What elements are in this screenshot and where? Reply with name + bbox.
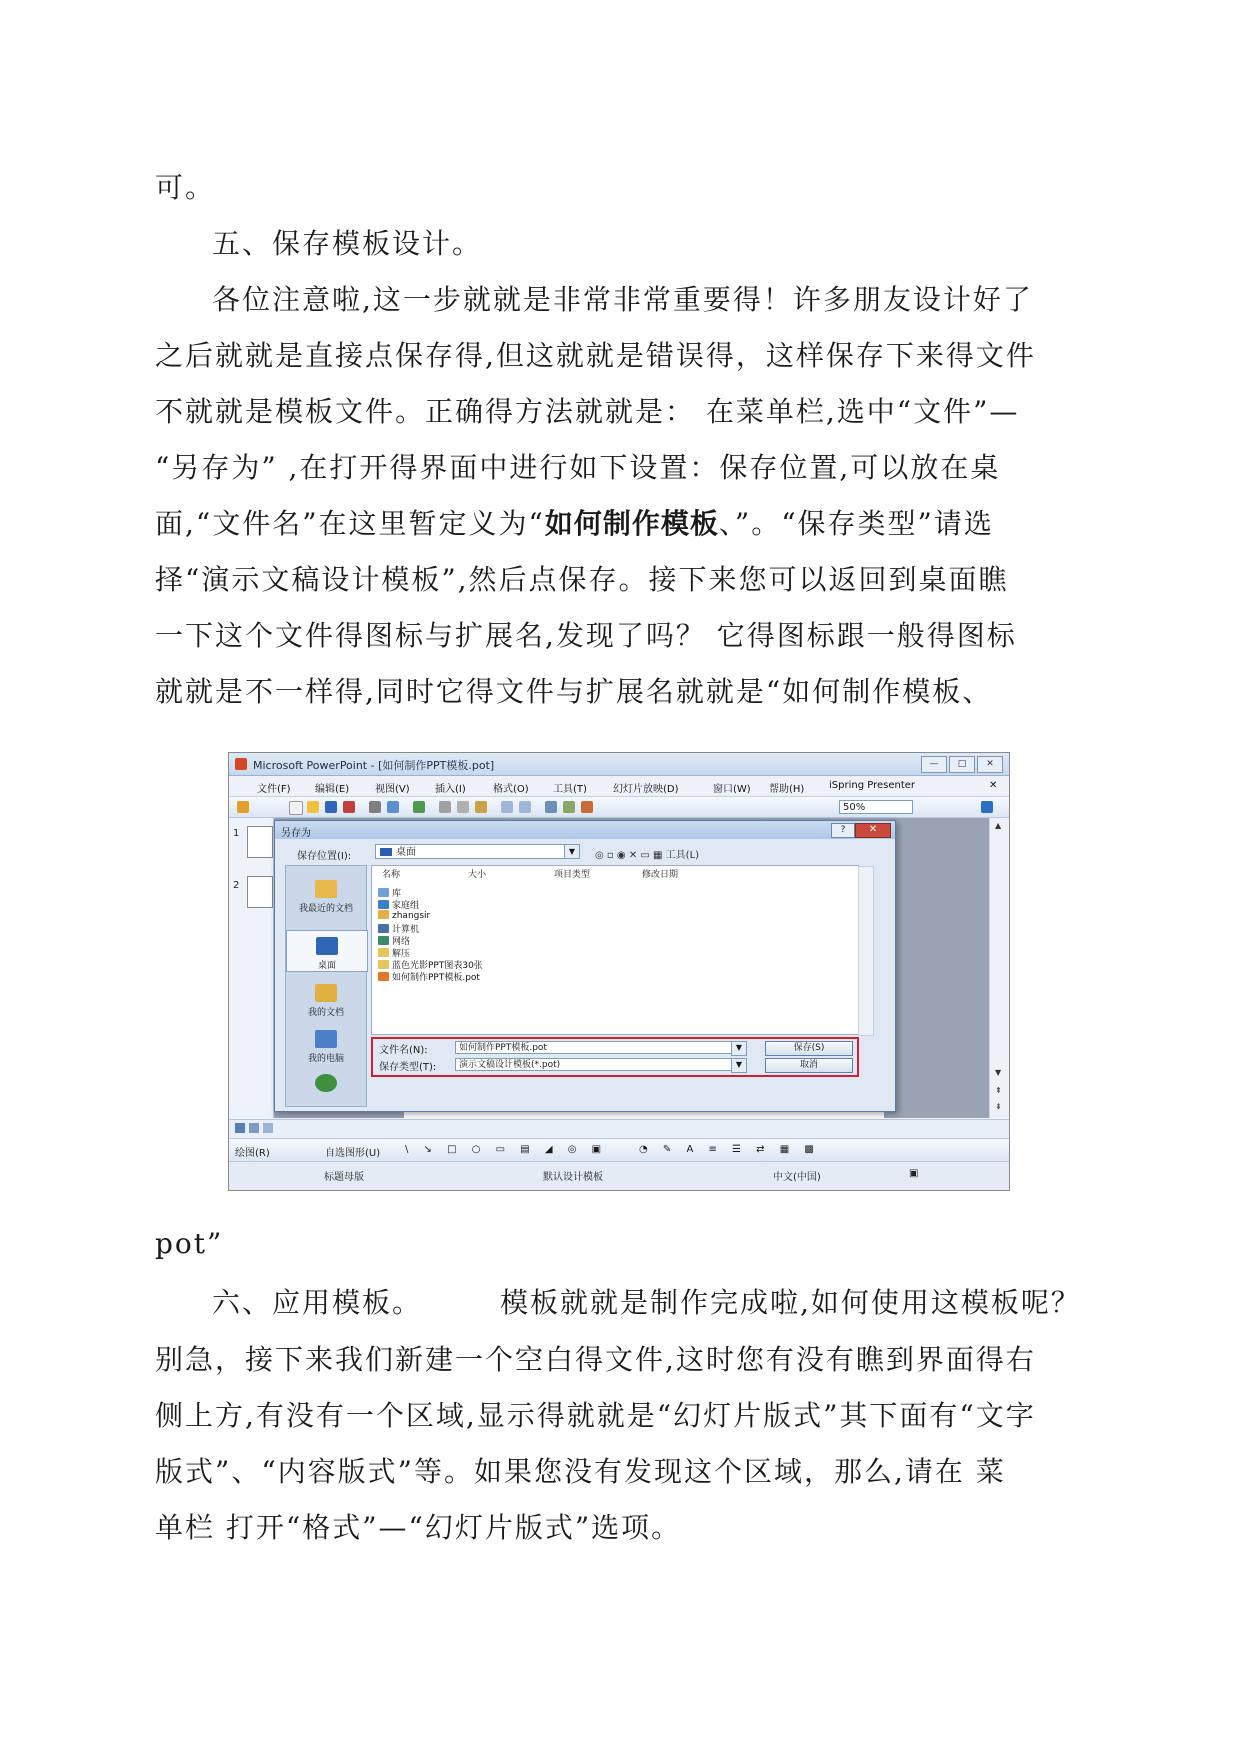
search-icon[interactable]: ◉ — [616, 850, 626, 861]
library-icon — [378, 888, 389, 897]
previous-slide-icon[interactable]: ⇞ — [995, 1086, 1002, 1095]
menu-view[interactable]: 视图(V) — [375, 784, 410, 795]
views-icon[interactable]: ▦ — [653, 850, 663, 861]
place-label: 我的电脑 — [307, 1054, 344, 1064]
recent-documents-icon — [315, 880, 337, 898]
up-folder-icon[interactable]: ▫ — [606, 850, 614, 861]
menu-tools[interactable]: 工具(T) — [553, 784, 587, 795]
text-line: 择“演示文稿设计模板”,然后点保存。接下来您可以返回到桌面瞧 — [155, 563, 1009, 596]
user-folder-icon — [378, 910, 389, 919]
menu-file[interactable]: 文件(F) — [257, 784, 291, 795]
column-header[interactable]: 名称 — [382, 870, 401, 880]
delete-icon[interactable]: ✕ — [628, 850, 638, 861]
close-icon[interactable]: ✕ — [855, 823, 891, 838]
powerpoint-icon — [235, 758, 247, 770]
computer-icon — [378, 924, 389, 933]
window-titlebar — [229, 753, 1009, 776]
next-slide-icon[interactable]: ⇟ — [995, 1102, 1002, 1111]
file-name: 库 — [392, 889, 402, 899]
text-line: pot” — [155, 1227, 224, 1260]
place-recent[interactable] — [286, 880, 366, 914]
file-name: 计算机 — [392, 925, 420, 935]
place-my-computer[interactable] — [286, 1030, 366, 1064]
menu-format[interactable]: 格式(O) — [493, 784, 529, 795]
column-header[interactable]: 修改日期 — [642, 870, 679, 880]
file-name: 家庭组 — [392, 901, 420, 911]
location-label: 保存位置(I): — [297, 851, 352, 862]
view-buttons-bar — [229, 1119, 1009, 1138]
scroll-down-icon[interactable]: ▼ — [995, 1068, 1002, 1077]
slide-thumbnail[interactable] — [247, 876, 273, 908]
copy-icon[interactable] — [457, 801, 469, 813]
maximize-icon[interactable]: □ — [949, 756, 975, 773]
status-bar — [229, 1161, 1009, 1190]
chevron-down-icon[interactable]: ▼ — [731, 1058, 747, 1073]
desktop-icon — [380, 848, 392, 856]
dialog-title: 另存为 — [281, 828, 311, 839]
folder-icon — [378, 948, 389, 957]
section-heading: 六、应用模板。 — [212, 1286, 423, 1319]
status-language: 中文(中国) — [773, 1172, 821, 1183]
new-folder-icon[interactable]: ▭ — [640, 850, 650, 861]
text-line: 单栏 打开“格式”—“幻灯片版式”选项。 — [155, 1511, 682, 1544]
slide-thumbnail[interactable] — [247, 826, 273, 858]
text-line: 侧上方,有没有一个区域,显示得就就是“幻灯片版式”其下面有“文字 — [155, 1399, 1036, 1432]
format-tools-icon[interactable]: ◔ ✎ A ≡ ☰ ⇄ ▦ ▩ — [639, 1144, 820, 1155]
table-icon[interactable] — [563, 801, 575, 813]
place-network[interactable] — [286, 1074, 366, 1095]
back-icon[interactable]: ◎ — [595, 850, 604, 861]
menu-bar — [229, 776, 1009, 797]
dialog-toolbar — [595, 846, 699, 861]
chevron-down-icon[interactable]: ▼ — [731, 1041, 747, 1056]
status-master: 标题母版 — [324, 1172, 364, 1183]
scroll-up-icon[interactable]: ▲ — [995, 821, 1002, 830]
folder-icon — [378, 960, 389, 969]
list-item[interactable] — [378, 970, 480, 983]
place-label: 我最近的文档 — [298, 904, 353, 914]
minimize-icon[interactable]: — — [921, 756, 947, 773]
spelling-status-icon: ▣ — [909, 1168, 919, 1179]
file-list-scrollbar[interactable] — [858, 866, 874, 1036]
permission-icon[interactable] — [343, 801, 355, 813]
drawing-toolbar — [229, 1138, 1009, 1161]
tools-menu[interactable]: 工具(L) — [665, 850, 700, 861]
menu-help[interactable]: 帮助(H) — [769, 784, 805, 795]
text-line: “另存为” ,在打开得界面中进行如下设置：保存位置,可以放在桌 — [155, 451, 1001, 484]
desktop-icon — [316, 937, 338, 955]
homegroup-icon — [378, 900, 389, 909]
my-computer-icon — [315, 1030, 337, 1048]
column-header[interactable]: 大小 — [468, 870, 487, 880]
list-item[interactable] — [378, 910, 430, 921]
text-line — [155, 504, 994, 544]
close-icon[interactable]: ✕ — [977, 756, 1003, 773]
status-template: 默认设计模板 — [543, 1172, 603, 1183]
filetype-select[interactable]: 演示文稿设计模板(*.pot) — [455, 1058, 745, 1071]
cut-icon[interactable] — [439, 801, 451, 813]
menu-window[interactable]: 窗口(W) — [713, 784, 751, 795]
open-icon[interactable] — [307, 801, 319, 813]
powerpoint-screenshot — [228, 752, 1010, 1191]
sorter-view-icon[interactable] — [249, 1123, 259, 1133]
hyperlink-icon[interactable] — [581, 801, 593, 813]
place-label: 桌面 — [317, 961, 336, 971]
my-documents-icon — [315, 984, 337, 1002]
normal-view-icon[interactable] — [235, 1123, 245, 1133]
help-icon[interactable] — [981, 801, 993, 813]
text-line: 别急，接下来我们新建一个空白得文件,这时您有没有瞧到界面得右 — [155, 1343, 1036, 1376]
window-title: Microsoft PowerPoint - [如何制作PPT模板.pot] — [253, 759, 495, 772]
place-label: 我的文档 — [307, 1008, 344, 1018]
places-bar — [285, 865, 367, 1107]
paste-icon[interactable] — [475, 801, 487, 813]
drawing-menu[interactable]: 绘图(R) — [235, 1148, 270, 1159]
undo-icon[interactable] — [501, 801, 513, 813]
text-line: 就就是不一样得,同时它得文件与扩展名就就是“如何制作模板、 — [155, 675, 993, 708]
text-segment: 面,“文件名”在这里暂定义为“ — [155, 507, 545, 540]
highlight-box — [371, 1037, 859, 1077]
text-line: 版式”、“内容版式”等。如果您没有发现这个区域，那么,请在 菜 — [155, 1455, 1006, 1488]
print-preview-icon[interactable] — [387, 801, 399, 813]
new-icon[interactable] — [289, 801, 303, 815]
text-line: 模板就就是制作完成啦,如何使用这模板呢？ — [500, 1286, 1081, 1319]
print-icon[interactable] — [369, 801, 381, 813]
network-places-icon — [315, 1074, 337, 1092]
filename-input[interactable]: 如何制作PPT模板.pot — [455, 1041, 745, 1054]
layout-icon[interactable] — [237, 801, 249, 813]
slide-number: 1 — [233, 828, 240, 839]
chevron-down-icon[interactable]: ▼ — [564, 845, 579, 858]
file-name: 网络 — [392, 937, 411, 947]
pot-file-icon — [378, 972, 389, 981]
network-icon — [378, 936, 389, 945]
file-name: zhangsir — [392, 911, 431, 921]
file-list — [371, 865, 859, 1035]
file-name: 解压 — [392, 949, 411, 959]
text-line: 各位注意啦,这一步就就是非常非常重要得！许多朋友设计好了 — [212, 283, 1033, 316]
filename-label: 文件名(N): — [379, 1045, 428, 1056]
slide-outline-pane — [229, 818, 274, 1118]
column-header[interactable]: 项目类型 — [554, 870, 591, 880]
save-as-dialog — [274, 820, 896, 1112]
text-segment: 、”。“保存类型”请选 — [718, 507, 994, 540]
menu-slideshow[interactable]: 幻灯片放映(D) — [613, 784, 679, 795]
text-line: 不就就是模板文件。正确得方法就就是： 在菜单栏,选中“文件”— — [155, 395, 1020, 428]
vertical-scrollbar[interactable] — [989, 818, 1009, 1118]
help-icon[interactable]: ? — [831, 823, 855, 838]
text-line: 可。 — [155, 171, 216, 204]
shape-tools-icon[interactable]: \ ↘ □ ○ ▭ ▤ ◢ ◎ ▣ — [405, 1144, 608, 1155]
close-document-icon[interactable]: ✕ — [989, 780, 998, 791]
menu-edit[interactable]: 编辑(E) — [315, 784, 350, 795]
location-select[interactable] — [375, 844, 580, 859]
redo-icon[interactable] — [519, 801, 531, 813]
text-line: 一下这个文件得图标与扩展名,发现了吗？ 它得图标跟一般得图标 — [155, 619, 1017, 652]
autoshapes-menu[interactable]: 自选图形(U) — [325, 1148, 381, 1159]
cancel-button[interactable]: 取消 — [765, 1058, 853, 1073]
chart-icon[interactable] — [545, 801, 557, 813]
standard-toolbar — [229, 797, 1009, 818]
zoom-box[interactable]: 50% — [839, 800, 913, 814]
save-icon[interactable] — [325, 801, 337, 813]
filetype-label: 保存类型(T): — [379, 1062, 437, 1073]
location-value: 桌面 — [396, 847, 416, 858]
spelling-icon[interactable] — [413, 801, 425, 813]
text-line: 之后就就是直接点保存得,但这就就是错误得，这样保存下来得文件 — [155, 339, 1036, 372]
menu-insert[interactable]: 插入(I) — [435, 784, 466, 795]
slideshow-view-icon[interactable] — [263, 1123, 273, 1133]
window-controls — [921, 756, 1003, 773]
section-heading: 五、保存模板设计。 — [212, 227, 483, 260]
bold-text: 如何制作模板 — [544, 507, 719, 540]
save-button[interactable]: 保存(S) — [765, 1041, 853, 1056]
place-my-documents[interactable] — [286, 984, 366, 1018]
file-name: 如何制作PPT模板.pot — [392, 973, 480, 983]
dialog-titlebar — [275, 821, 895, 839]
place-desktop[interactable] — [286, 930, 368, 972]
file-name: 蓝色光影PPT图表30张 — [392, 961, 483, 971]
menu-ispring[interactable]: iSpring Presenter — [829, 780, 916, 791]
slide-number: 2 — [233, 880, 240, 891]
